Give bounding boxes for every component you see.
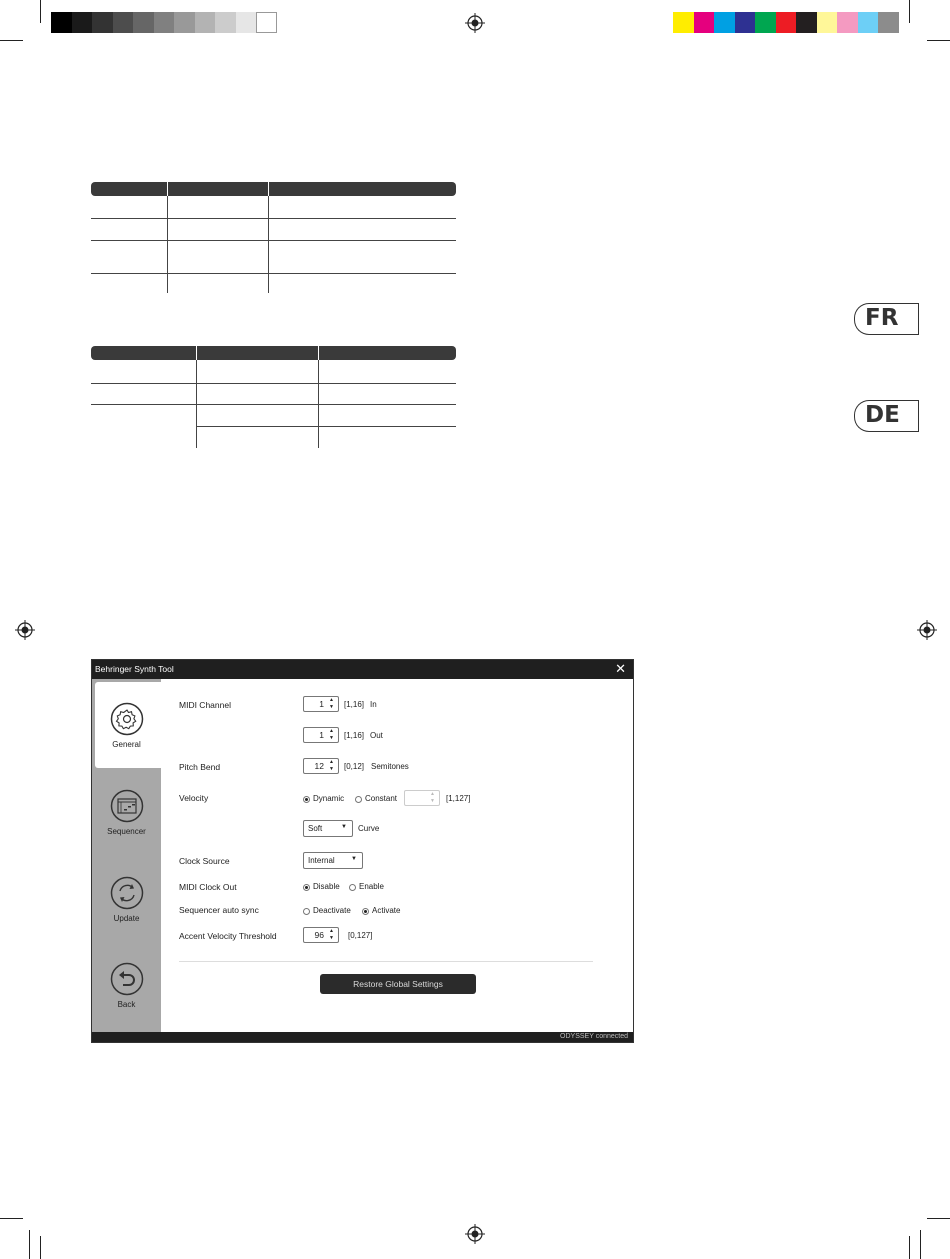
- color-swatch: [694, 12, 715, 33]
- velocity-constant-stepper[interactable]: [404, 790, 440, 806]
- table-rule: [196, 426, 456, 427]
- crop-mark: [0, 40, 23, 41]
- seq-sync-activate-radio[interactable]: [362, 908, 369, 915]
- velocity-dynamic-radio[interactable]: [303, 796, 310, 803]
- velocity-constant-range: [1,127]: [446, 794, 471, 803]
- back-arrow-icon: [110, 962, 144, 996]
- table-rule: [91, 240, 456, 241]
- table-rule: [268, 196, 269, 293]
- midi-in-label: In: [370, 700, 377, 709]
- midi-clock-enable-radio[interactable]: [349, 884, 356, 891]
- color-swatch: [236, 12, 257, 33]
- velocity-curve-select[interactable]: [303, 820, 353, 837]
- lang-tab-label: DE: [865, 402, 900, 428]
- table-rule: [318, 360, 319, 448]
- table-rule: [167, 196, 168, 293]
- table-header: [91, 346, 456, 360]
- color-swatch: [776, 12, 797, 33]
- color-swatch: [51, 12, 72, 33]
- sidebar-item-label: Back: [117, 1000, 136, 1009]
- velocity-dynamic-label: Dynamic: [313, 794, 345, 803]
- velocity-label: Velocity: [179, 793, 209, 803]
- sidebar-item-back[interactable]: [92, 942, 161, 1028]
- stepper-arrows-icon[interactable]: ▲ ▼: [329, 697, 334, 710]
- seq-sync-deactivate-label: Deactivate: [313, 906, 351, 915]
- clock-source-label: Clock Source: [179, 856, 230, 866]
- seq-sync-deactivate-radio[interactable]: [303, 908, 310, 915]
- color-swatch: [174, 12, 195, 33]
- crop-mark: [0, 1218, 23, 1219]
- update-icon: [110, 876, 144, 910]
- crop-mark: [40, 1236, 41, 1259]
- lang-tab-fr[interactable]: [854, 303, 919, 335]
- color-swatch: [154, 12, 175, 33]
- connection-status: ODYSSEY connected: [560, 1033, 628, 1040]
- pitch-bend-label: Pitch Bend: [179, 762, 221, 772]
- midi-out-range: [1,16]: [344, 731, 365, 740]
- sidebar-item-label: General: [112, 740, 141, 749]
- crop-mark: [927, 40, 950, 41]
- midi-channel-label: MIDI Channel: [179, 700, 231, 710]
- color-swatch: [796, 12, 817, 33]
- sidebar-item-label: Sequencer: [107, 827, 146, 836]
- midi-in-range: [1,16]: [344, 700, 365, 709]
- table-rule: [91, 273, 456, 274]
- stepper-value: 12: [314, 761, 324, 771]
- color-swatch: [133, 12, 154, 33]
- stepper-value: 1: [319, 730, 324, 740]
- midi-clock-disable-label: Disable: [313, 882, 340, 891]
- crop-mark: [40, 0, 41, 23]
- accent-velocity-range: [0,127]: [348, 931, 373, 940]
- table-rule: [91, 404, 456, 405]
- registration-mark-icon: [465, 13, 485, 33]
- sidebar-item-sequencer[interactable]: [92, 769, 161, 855]
- stepper-value: 1: [319, 699, 324, 709]
- sidebar-item-label: Update: [113, 914, 140, 923]
- table-rule: [91, 218, 456, 219]
- sidebar-item-general[interactable]: [95, 682, 161, 768]
- midi-clock-out-label: MIDI Clock Out: [179, 882, 237, 892]
- sidebar: [92, 679, 161, 1032]
- app-window: [91, 659, 634, 1043]
- color-swatch: [92, 12, 113, 33]
- table-rule: [196, 360, 197, 448]
- midi-clock-disable-radio[interactable]: [303, 884, 310, 891]
- midi-channel-in-stepper[interactable]: [303, 696, 339, 712]
- velocity-constant-label: Constant: [365, 794, 398, 803]
- color-swatch: [195, 12, 216, 33]
- sequencer-icon: [110, 789, 144, 823]
- pitch-bend-stepper[interactable]: [303, 758, 339, 774]
- clock-source-select[interactable]: [303, 852, 363, 869]
- lang-tab-de[interactable]: [854, 400, 919, 432]
- sidebar-item-update[interactable]: [92, 856, 161, 942]
- seq-sync-activate-label: Activate: [372, 906, 401, 915]
- midi-clock-enable-label: Enable: [359, 882, 384, 891]
- title-bar: [92, 660, 633, 679]
- color-swatch: [256, 12, 277, 33]
- select-value: Soft: [308, 824, 323, 833]
- color-swatch: [714, 12, 735, 33]
- registration-mark-icon: [917, 620, 937, 640]
- pitch-bend-range: [0,12]: [344, 762, 365, 771]
- chevron-down-icon: ▼: [351, 856, 357, 862]
- seq-auto-sync-label: Sequencer auto sync: [179, 905, 259, 915]
- accent-velocity-stepper[interactable]: [303, 927, 339, 943]
- stepper-value: 96: [314, 930, 324, 940]
- color-swatch: [858, 12, 879, 33]
- color-swatch: [837, 12, 858, 33]
- velocity-constant-radio[interactable]: [355, 796, 362, 803]
- crop-mark: [920, 1230, 921, 1259]
- crop-mark: [909, 0, 910, 23]
- stepper-arrows-icon[interactable]: ▲ ▼: [329, 759, 334, 772]
- table-rule: [91, 383, 456, 384]
- crop-mark: [927, 1218, 950, 1219]
- color-swatch: [735, 12, 756, 33]
- window-title: Behringer Synth Tool: [95, 664, 174, 674]
- color-swatch: [215, 12, 236, 33]
- select-value: Internal: [308, 856, 335, 865]
- crop-mark: [909, 1236, 910, 1259]
- color-swatch: [72, 12, 93, 33]
- chevron-down-icon: ▼: [341, 824, 347, 830]
- restore-global-settings-button[interactable]: Restore Global Settings: [320, 974, 476, 994]
- panel-divider: [179, 961, 593, 962]
- registration-mark-icon: [465, 1224, 485, 1244]
- color-swatch: [113, 12, 134, 33]
- color-swatch: [878, 12, 899, 33]
- color-swatch: [755, 12, 776, 33]
- color-swatch: [673, 12, 694, 33]
- midi-out-label: Out: [370, 731, 383, 740]
- table-header: [91, 182, 456, 196]
- stepper-arrows-icon[interactable]: ▲ ▼: [329, 728, 334, 741]
- midi-channel-out-stepper[interactable]: [303, 727, 339, 743]
- crop-mark: [29, 1230, 30, 1259]
- pitch-bend-unit: Semitones: [371, 762, 409, 771]
- lang-tab-label: FR: [865, 305, 899, 331]
- velocity-curve-label: Curve: [358, 824, 380, 833]
- close-icon[interactable]: ✕: [615, 661, 626, 676]
- gear-icon: [110, 702, 144, 736]
- stepper-arrows-icon[interactable]: ▲ ▼: [329, 928, 334, 941]
- registration-mark-icon: [15, 620, 35, 640]
- status-bar: [92, 1032, 633, 1042]
- color-swatch: [817, 12, 838, 33]
- accent-velocity-label: Accent Velocity Threshold: [179, 931, 277, 941]
- stepper-arrows-icon[interactable]: ▲ ▼: [430, 791, 435, 804]
